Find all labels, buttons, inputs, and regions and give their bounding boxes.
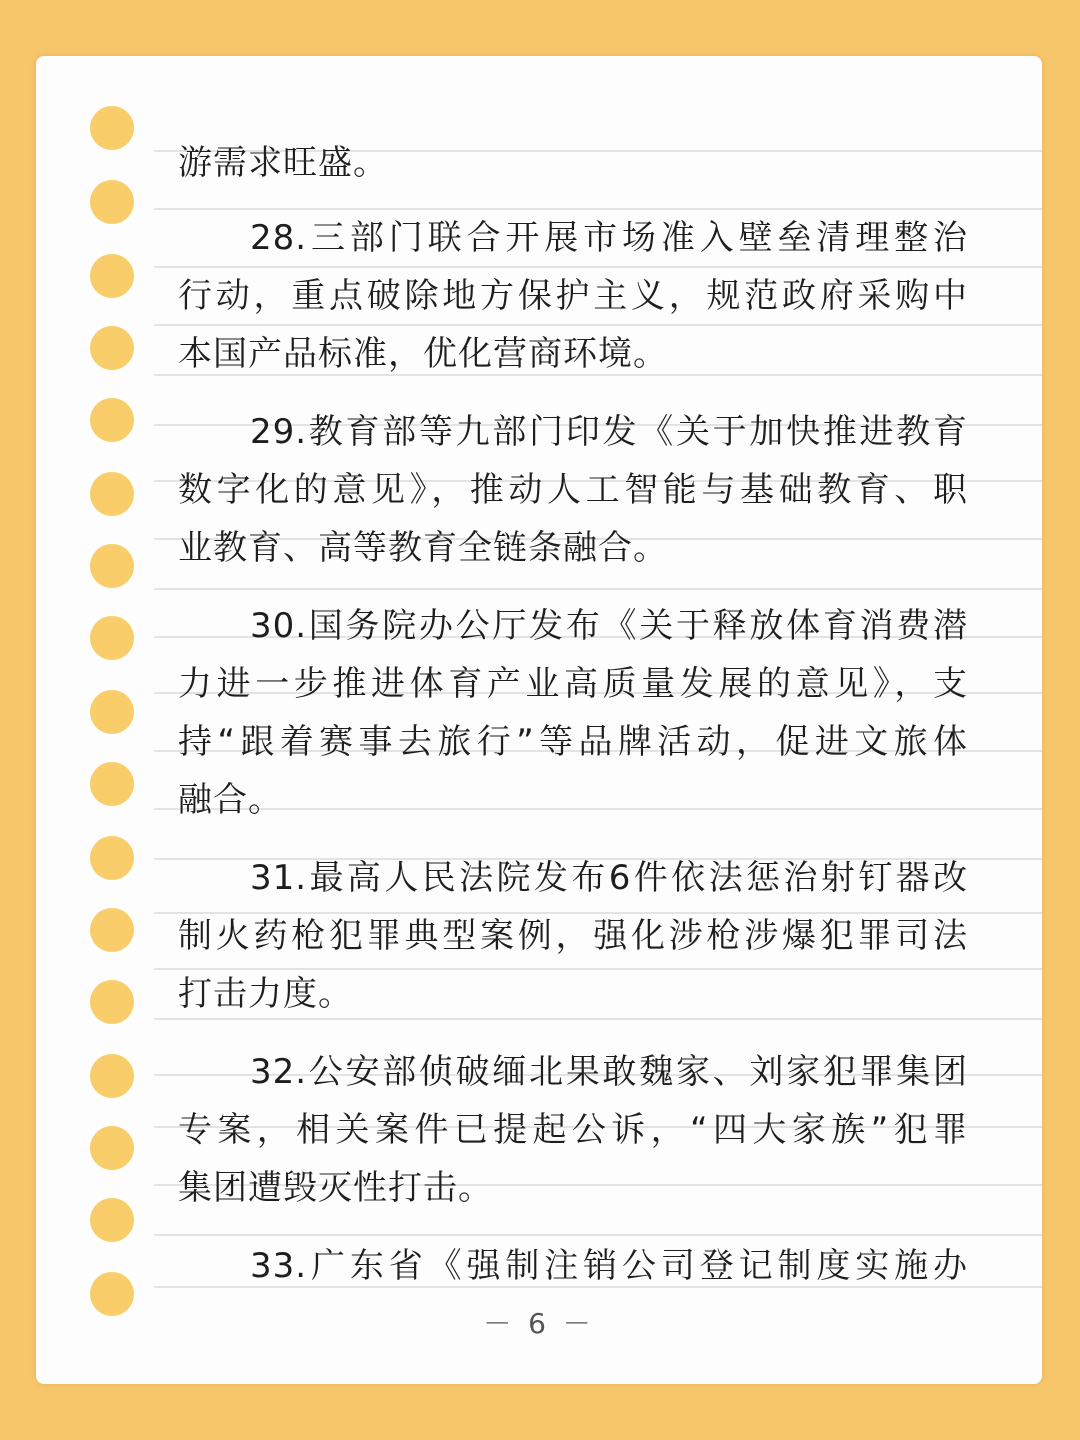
paragraph-32-line: 专案，相关案件已提起公诉，“四大家族”犯罪	[178, 1110, 968, 1150]
paragraph-29-line: 业教育、高等教育全链条融合。	[178, 528, 668, 568]
binder-hole	[90, 1198, 134, 1242]
paragraph-29-line: 29.教育部等九部门印发《关于加快推进教育	[250, 412, 968, 452]
binder-hole	[90, 980, 134, 1024]
binder-hole	[90, 616, 134, 660]
paragraph-28-line: 本国产品标准，优化营商环境。	[178, 334, 668, 374]
paragraph-28-line: 28.三部门联合开展市场准入壁垒清理整治	[250, 218, 968, 258]
paragraph-33-line: 33.广东省《强制注销公司登记制度实施办	[250, 1246, 968, 1286]
binder-hole	[90, 326, 134, 370]
paragraph-30-line: 力进一步推进体育产业高质量发展的意见》，支	[178, 664, 968, 704]
paragraph-31-line: 制火药枪犯罪典型案例，强化涉枪涉爆犯罪司法	[178, 916, 968, 956]
binder-hole	[90, 180, 134, 224]
paragraph-30-line: 持“跟着赛事去旅行”等品牌活动，促进文旅体	[178, 722, 968, 762]
binder-hole	[90, 836, 134, 880]
binder-hole	[90, 398, 134, 442]
article-text	[178, 134, 968, 1295]
binder-hole	[90, 762, 134, 806]
paragraph-32-line: 32.公安部侦破缅北果敢魏家、刘家犯罪集团	[250, 1052, 968, 1092]
binder-hole	[90, 908, 134, 952]
binder-hole	[90, 1054, 134, 1098]
binder-hole	[90, 544, 134, 588]
binder-hole	[90, 1126, 134, 1170]
binder-hole	[90, 106, 134, 150]
binder-hole	[90, 254, 134, 298]
notebook-page	[36, 56, 1042, 1384]
paragraph-29-line: 数字化的意见》，推动人工智能与基础教育、职	[178, 470, 968, 510]
paragraph-32-line: 集团遭毁灭性打击。	[178, 1168, 493, 1208]
paragraph-30-line: 融合。	[178, 780, 283, 820]
paragraph-31-line: 打击力度。	[178, 974, 353, 1014]
page-number: － 6 －	[483, 1307, 595, 1340]
binder-hole	[90, 472, 134, 516]
paragraph-31-line: 31.最高人民法院发布6件依法惩治射钉器改	[250, 858, 968, 898]
text-line: 游需求旺盛。	[178, 143, 388, 183]
paragraph-30-line: 30.国务院办公厅发布《关于释放体育消费潜	[250, 606, 968, 646]
binder-hole	[90, 690, 134, 734]
paragraph-28-line: 行动，重点破除地方保护主义，规范政府采购中	[178, 276, 968, 316]
